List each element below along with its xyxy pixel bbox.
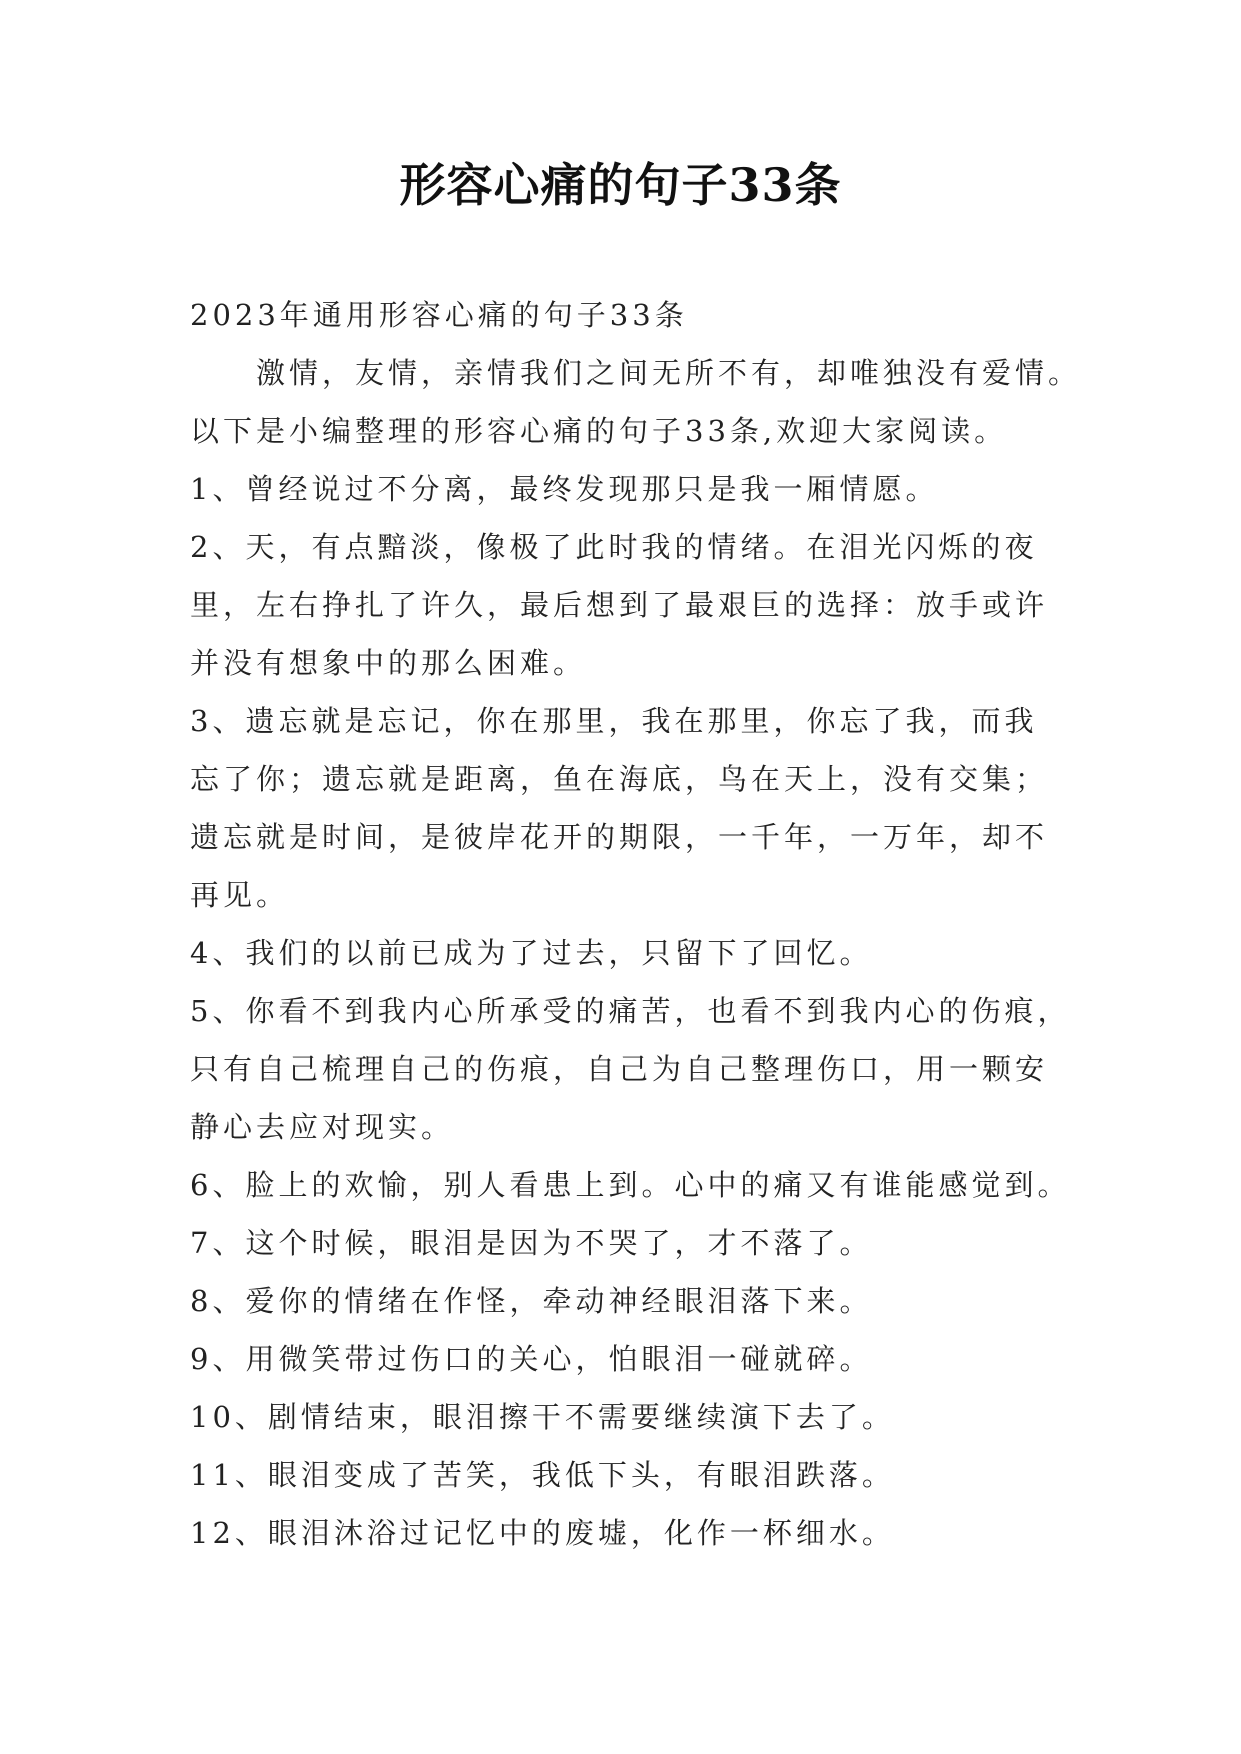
- list-item-line: 1、曾经说过不分离，最终发现那只是我一厢情愿。: [190, 472, 939, 506]
- list-item-line: 10、剧情结束，眼泪擦干不需要继续演下去了。: [190, 1400, 895, 1434]
- list-item-line: 并没有想象中的那么困难。: [190, 646, 587, 680]
- subtitle-line: 2023年通用形容心痛的句子33条: [190, 298, 688, 332]
- list-item-line: 忘了你；遗忘就是距离，鱼在海底，鸟在天上，没有交集；: [190, 762, 1049, 796]
- document-body: [190, 286, 1082, 1562]
- list-item-line: 7、这个时候，眼泪是因为不哭了，才不落了。: [190, 1226, 873, 1260]
- list-item-line: 2、天，有点黯淡，像极了此时我的情绪。在泪光闪烁的夜: [190, 530, 1038, 564]
- list-item-line: 静心去应对现实。: [190, 1110, 455, 1144]
- list-item-line: 11、眼泪变成了苦笑，我低下头，有眼泪跌落。: [190, 1458, 895, 1492]
- list-item-line: 8、爱你的情绪在作怪，牵动神经眼泪落下来。: [190, 1284, 873, 1318]
- page-title: 形容心痛的句子33条: [399, 158, 842, 212]
- list-item-line: 9、用微笑带过伤口的关心，怕眼泪一碰就碎。: [190, 1342, 873, 1376]
- list-item-line: 只有自己梳理自己的伤痕，自己为自己整理伤口，用一颗安: [190, 1052, 1049, 1086]
- list-item-line: 5、你看不到我内心所承受的痛苦，也看不到我内心的伤痕，: [190, 994, 1071, 1028]
- list-item-line: 再见。: [190, 878, 290, 912]
- list-item-line: 12、眼泪沐浴过记忆中的废墟，化作一杯细水。: [190, 1516, 895, 1550]
- list-item-line: 遗忘就是时间，是彼岸花开的期限，一千年，一万年，却不: [190, 820, 1049, 854]
- intro-paragraph-line: 激情，友情，亲情我们之间无所不有，却唯独没有爱情。: [256, 356, 1082, 390]
- list-item-line: 3、遗忘就是忘记，你在那里，我在那里，你忘了我，而我: [190, 704, 1038, 738]
- intro-paragraph-line: 以下是小编整理的形容心痛的句子33条,欢迎大家阅读。: [190, 414, 1008, 448]
- list-item-line: 里，左右挣扎了许久，最后想到了最艰巨的选择：放手或许: [190, 588, 1049, 622]
- list-item-line: 6、脸上的欢愉，别人看患上到。心中的痛又有谁能感觉到。: [190, 1168, 1071, 1202]
- list-item-line: 4、我们的以前已成为了过去，只留下了回忆。: [190, 936, 873, 970]
